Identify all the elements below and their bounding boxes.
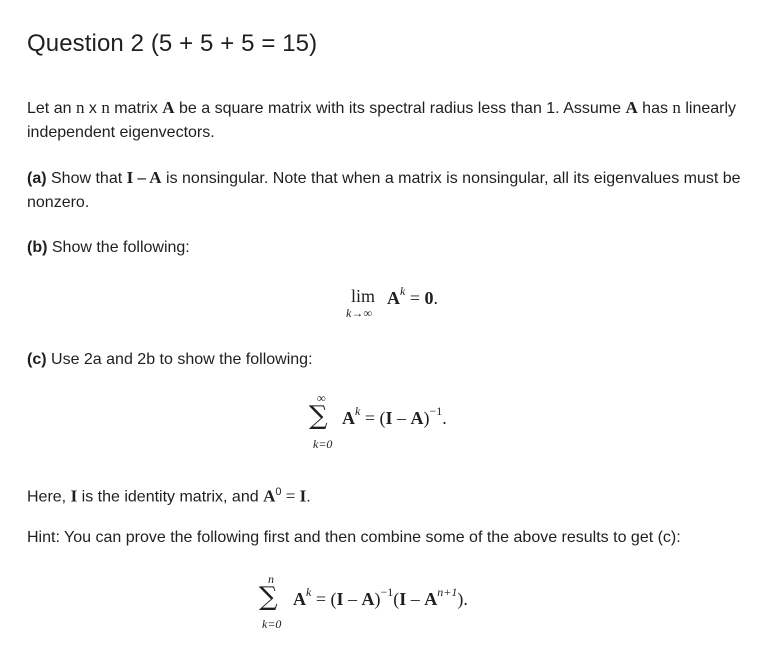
part-a-label: (a)	[27, 170, 47, 187]
here-paragraph: Here, I is the identity matrix, and $A^0 = I$.	[27, 486, 311, 506]
equation-c-body: $A^k = (I - A)^{-1}$.	[342, 404, 447, 428]
lim-subscript: k→∞	[346, 306, 372, 320]
sum-upper-limit-c: ∞	[317, 391, 326, 405]
sigma-symbol-c: ∑	[309, 401, 328, 431]
equation-b-body: $A^k = 0$.	[387, 284, 438, 308]
lim-operator: lim	[351, 286, 376, 306]
sum-lower-limit-c: k=0	[313, 437, 333, 451]
part-a-paragraph: (a) Show that I – A is nonsingular. Note that when a matrix is nonsingular, all its eigenvalues must be nonzero.	[27, 168, 741, 211]
intro-paragraph: Let an n x n matrix A be a square matrix with its spectral radius less than 1. Assume A has n linearly independent eigenvectors.	[27, 98, 737, 141]
sigma-symbol-hint: ∑	[259, 582, 278, 612]
sum-upper-limit-hint: n	[268, 572, 274, 586]
part-b-label: (b)	[27, 239, 48, 256]
hint-paragraph: Hint: You can prove the following first and then combine some of the above results to get (c):	[27, 529, 681, 546]
part-c-paragraph: (c) Use 2a and 2b to show the following:	[27, 351, 313, 368]
part-c-label: (c)	[27, 351, 47, 368]
page-title: Question 2 (5 + 5 + 5 = 15)	[27, 30, 318, 57]
part-b-paragraph: (b) Show the following:	[27, 239, 190, 256]
equation-hint-body: $A^k = (I - A)^{-1}(I - A^{n+1})$.	[293, 585, 468, 609]
sum-lower-limit-hint: k=0	[262, 617, 282, 631]
